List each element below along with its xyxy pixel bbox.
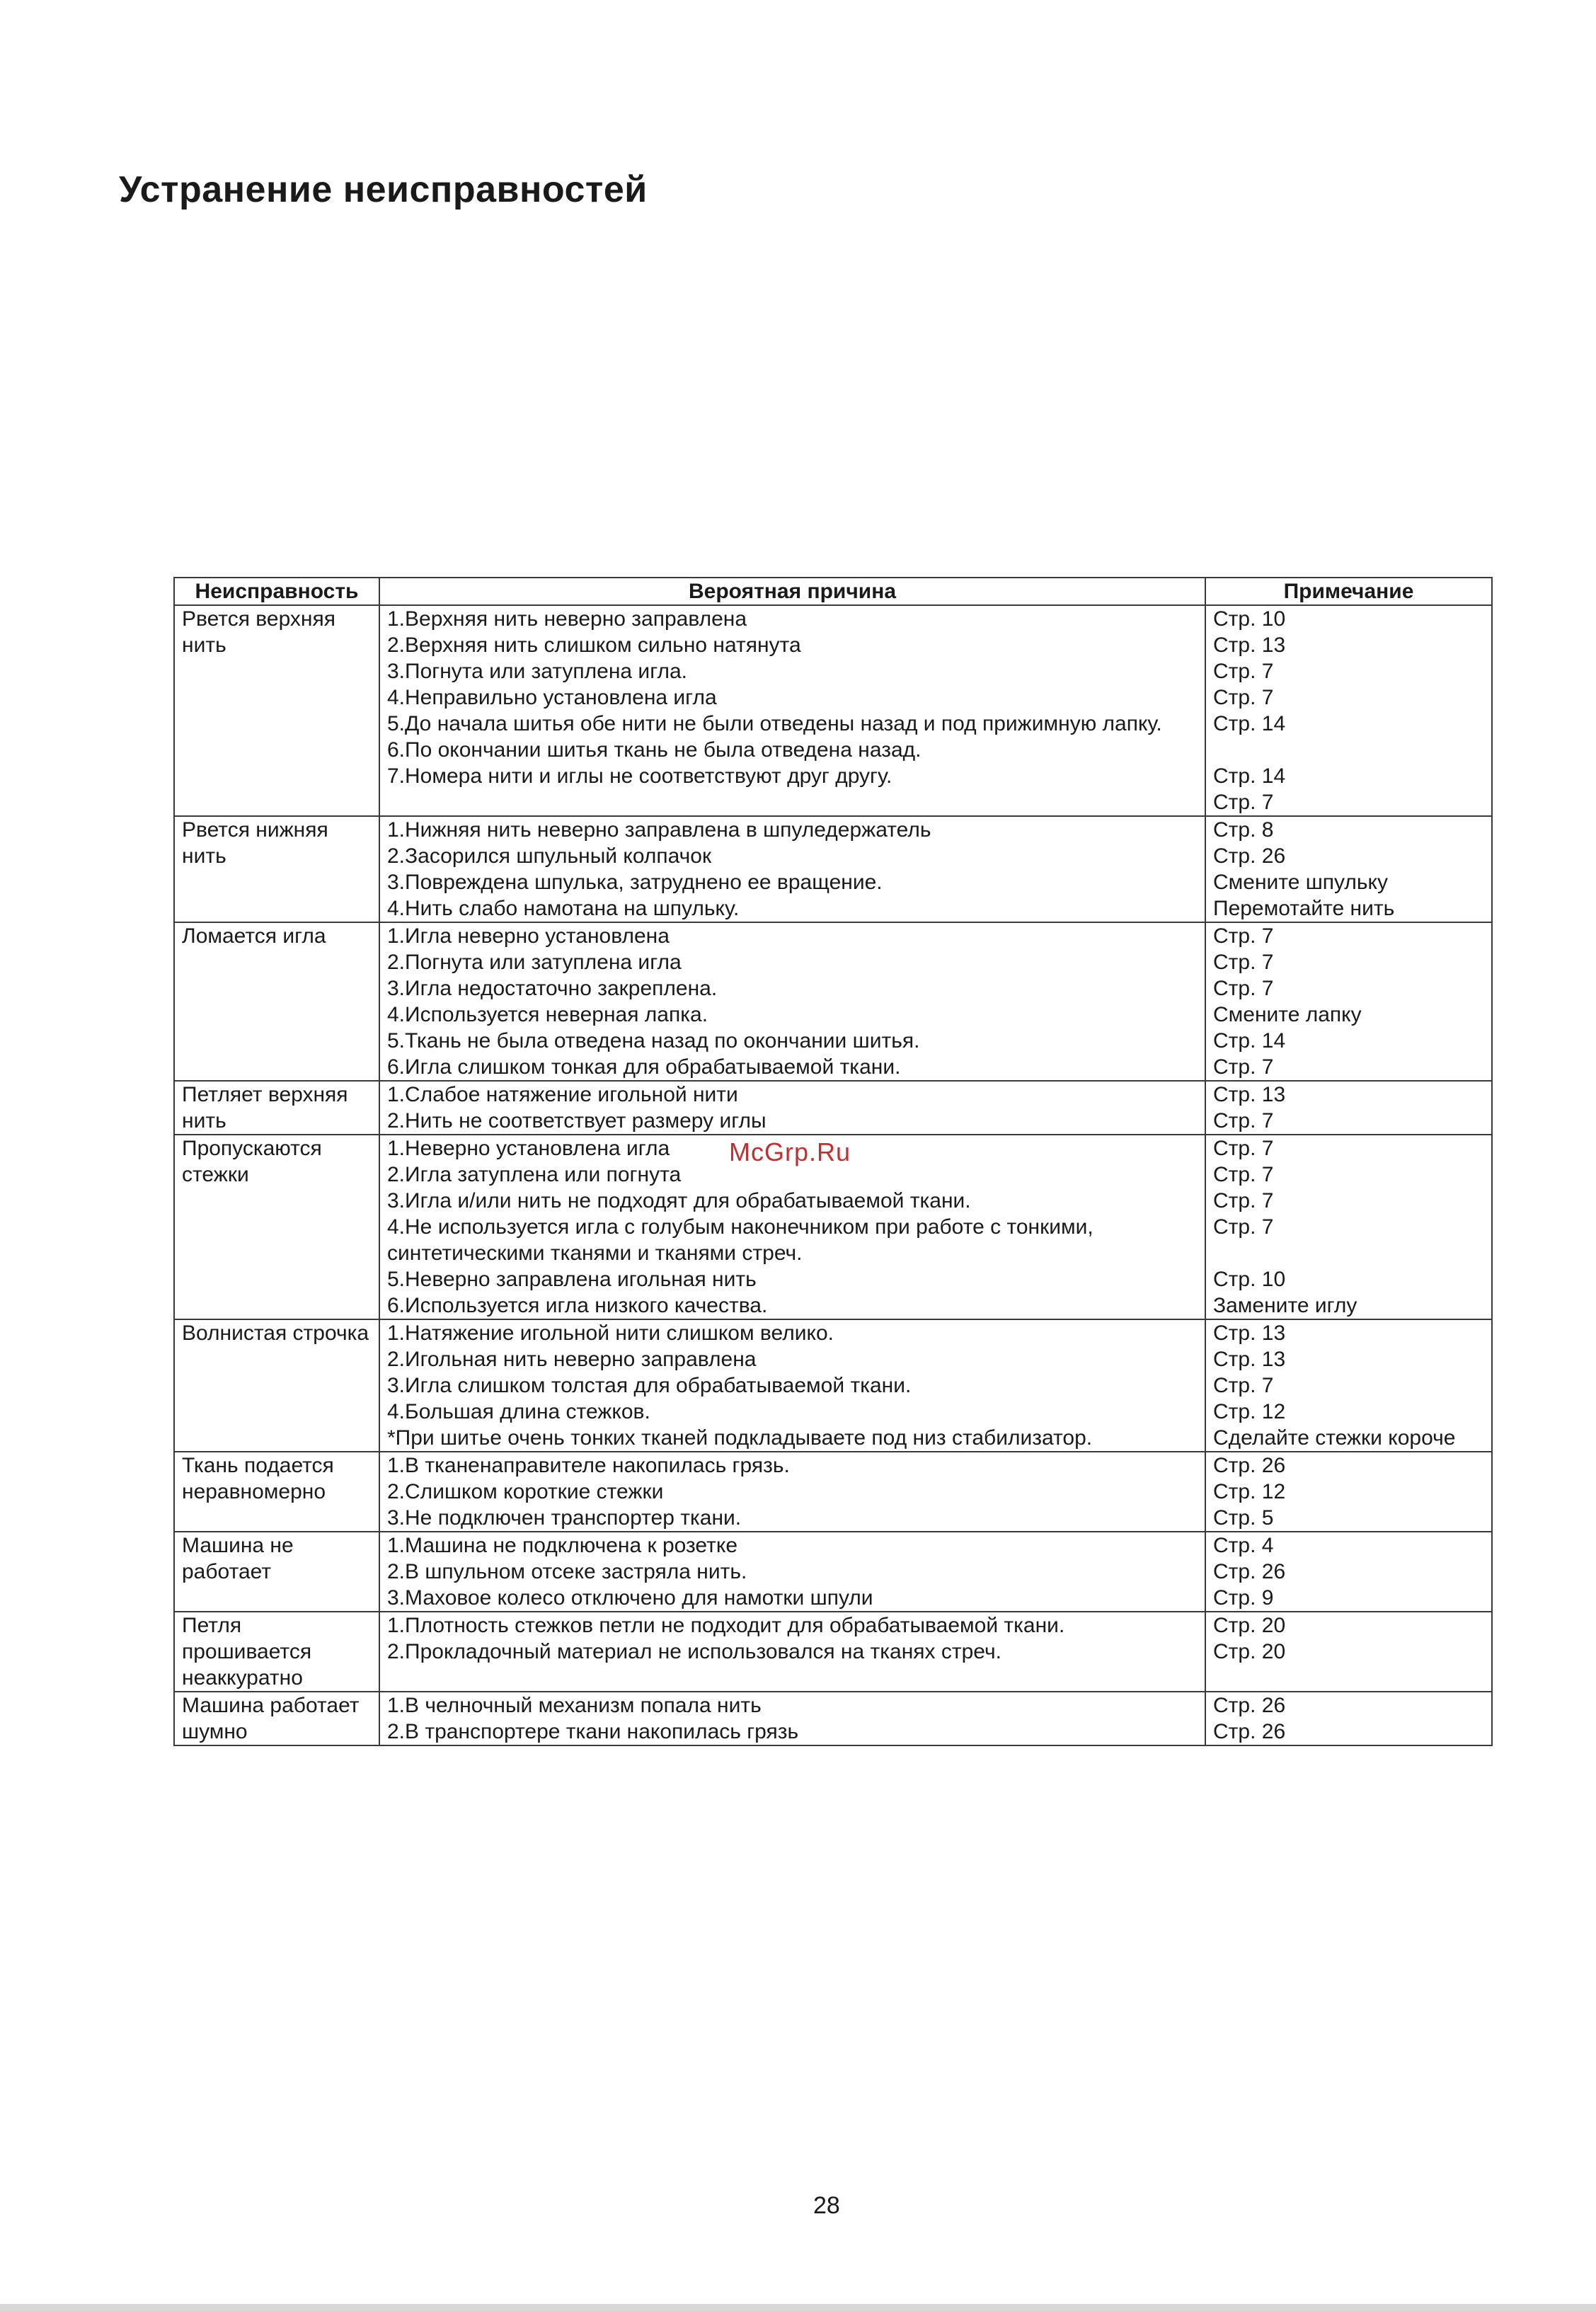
- note-line: Стр. 14: [1213, 764, 1286, 788]
- cause-line: 2.Прокладочный материал не использовался на тканях стреч.: [387, 1640, 1001, 1663]
- table-row: [174, 1319, 1492, 1452]
- cause-line: 2.Засорился шпульный колпачок: [387, 844, 712, 868]
- fault-cell: Волнистая строчка: [174, 1319, 379, 1452]
- cause-cell: [379, 1081, 1205, 1135]
- fault-cell: Машина работает шумно: [174, 1692, 379, 1745]
- cause-line: 1.Игла неверно установлена: [387, 924, 670, 948]
- cause-line: 3.Повреждена шпулька, затруднено ее вращение.: [387, 871, 883, 894]
- note-line: Стр. 4: [1213, 1534, 1274, 1557]
- cause-line: 2.Погнута или затуплена игла: [387, 951, 682, 974]
- note-line: [1213, 1240, 1484, 1266]
- note-line: Стр. 10: [1213, 607, 1286, 631]
- note-line: Стр. 7: [1213, 924, 1274, 948]
- header-cause: Вероятная причина: [379, 578, 1205, 605]
- fault-cell: Петляет верхняя нить: [174, 1081, 379, 1135]
- cause-line: 5.Неверно заправлена игольная нить: [387, 1268, 757, 1291]
- table-row: [174, 816, 1492, 922]
- note-line: Стр. 26: [1213, 1694, 1286, 1717]
- note-line: Стр. 14: [1213, 712, 1286, 735]
- cause-cell: [379, 816, 1205, 922]
- note-cell: [1205, 1692, 1492, 1745]
- cause-line: 2.В транспортере ткани накопилась грязь: [387, 1720, 799, 1743]
- scan-bottom-edge: [0, 2304, 1596, 2311]
- note-line: Стр. 7: [1213, 1055, 1274, 1079]
- note-cell: [1205, 1081, 1492, 1135]
- note-line: Стр. 10: [1213, 1268, 1286, 1291]
- cause-cell: [379, 922, 1205, 1081]
- cause-line: 7.Номера нити и иглы не соответствуют друг другу.: [387, 764, 892, 788]
- cause-line: 1.Неверно установлена игла: [387, 1137, 670, 1160]
- cause-line: 5.Ткань не была отведена назад по окончании шитья.: [387, 1029, 920, 1053]
- note-line: Замените иглу: [1213, 1294, 1357, 1317]
- note-line: Стр. 13: [1213, 1321, 1286, 1345]
- cause-line: 6.Используется игла низкого качества.: [387, 1294, 768, 1317]
- cause-line: 3.Погнута или затуплена игла.: [387, 660, 687, 683]
- cause-line: 1.Плотность стежков петли не подходит для обрабатываемой ткани.: [387, 1614, 1065, 1637]
- fault-cell: Пропускаются стежки: [174, 1135, 379, 1319]
- table-row: [174, 1532, 1492, 1612]
- note-line: Стр. 26: [1213, 1720, 1286, 1743]
- note-cell: [1205, 1532, 1492, 1612]
- cause-line: 3.Игла и/или нить не подходят для обрабатываемой ткани.: [387, 1189, 971, 1212]
- note-line: Стр. 26: [1213, 844, 1286, 868]
- note-line: Стр. 5: [1213, 1506, 1274, 1530]
- table-body: [174, 605, 1492, 1745]
- table-header-row: [174, 578, 1492, 605]
- note-line: Стр. 20: [1213, 1614, 1286, 1637]
- note-line: Стр. 9: [1213, 1586, 1274, 1610]
- cause-line: 2.Верхняя нить слишком сильно натянута: [387, 633, 801, 657]
- note-line: Сделайте стежки короче: [1213, 1426, 1456, 1450]
- header-note: Примечание: [1205, 578, 1492, 605]
- note-line: Стр. 7: [1213, 1215, 1274, 1239]
- note-cell: [1205, 605, 1492, 816]
- note-cell: [1205, 1452, 1492, 1532]
- note-line: Стр. 7: [1213, 1189, 1274, 1212]
- fault-cell: Ткань подается неравномерно: [174, 1452, 379, 1532]
- fault-cell: Петля прошивается неаккуратно: [174, 1612, 379, 1692]
- note-line: Стр. 7: [1213, 951, 1274, 974]
- cause-line: 4.Нить слабо намотана на шпульку.: [387, 897, 740, 920]
- note-cell: [1205, 1612, 1492, 1692]
- table-row: [174, 1612, 1492, 1692]
- cause-line: 1.В тканенаправителе накопилась грязь.: [387, 1454, 790, 1477]
- note-line: Стр. 7: [1213, 791, 1274, 814]
- cause-cell: [379, 1319, 1205, 1452]
- table-row: [174, 1452, 1492, 1532]
- note-cell: [1205, 922, 1492, 1081]
- cause-line: 2.Игольная нить неверно заправлена: [387, 1348, 757, 1371]
- note-line: Стр. 13: [1213, 1083, 1286, 1106]
- note-line: Стр. 7: [1213, 686, 1274, 709]
- note-line: Стр. 8: [1213, 818, 1274, 842]
- note-line: Перемотайте нить: [1213, 897, 1395, 920]
- cause-cell: [379, 1692, 1205, 1745]
- note-line: Стр. 14: [1213, 1029, 1286, 1053]
- cause-line: 4.Неправильно установлена игла: [387, 686, 717, 709]
- cause-line: 1.Верхняя нить неверно заправлена: [387, 607, 747, 631]
- cause-cell: [379, 605, 1205, 816]
- cause-line: *При шитье очень тонких тканей подкладываете под низ стабилизатор.: [387, 1426, 1093, 1450]
- cause-line: 4.Не используется игла с голубым наконечником при работе с тонкими, синтетическими тканями и тканями стреч.: [387, 1215, 1093, 1265]
- fault-cell: Ломается игла: [174, 922, 379, 1081]
- cause-line: 2.Слишком короткие стежки: [387, 1480, 664, 1503]
- cause-line: 1.Слабое натяжение игольной нити: [387, 1083, 738, 1106]
- cause-line: 2.В шпульном отсеке застряла нить.: [387, 1560, 747, 1583]
- cause-cell: [379, 1532, 1205, 1612]
- fault-cell: Машина не работает: [174, 1532, 379, 1612]
- watermark: McGrp.Ru: [729, 1137, 851, 1166]
- fault-cell: Рвется верхняя нить: [174, 605, 379, 816]
- note-line: Смените лапку: [1213, 1003, 1362, 1026]
- note-line: Стр. 7: [1213, 977, 1274, 1000]
- note-line: Стр. 12: [1213, 1480, 1286, 1503]
- table-row: [174, 922, 1492, 1081]
- table-row: [174, 1081, 1492, 1135]
- note-line: Стр. 20: [1213, 1640, 1286, 1663]
- cause-line: 2.Нить не соответствует размеру иглы: [387, 1109, 767, 1132]
- cause-line: 3.Маховое колесо отключено для намотки шпули: [387, 1586, 873, 1610]
- note-line: Стр. 26: [1213, 1454, 1286, 1477]
- note-line: Стр. 7: [1213, 1163, 1274, 1186]
- cause-line: 3.Игла недостаточно закреплена.: [387, 977, 718, 1000]
- note-line: [1213, 737, 1484, 763]
- note-line: Стр. 26: [1213, 1560, 1286, 1583]
- cause-line: 5.До начала шитья обе нити не были отведены назад и под прижимную лапку.: [387, 712, 1162, 735]
- fault-cell: Рвется нижняя нить: [174, 816, 379, 922]
- page-title: Устранение неисправностей: [119, 169, 648, 210]
- cause-cell: [379, 1452, 1205, 1532]
- note-line: Стр. 7: [1213, 1109, 1274, 1132]
- note-cell: [1205, 1135, 1492, 1319]
- cause-line: 4.Используется неверная лапка.: [387, 1003, 708, 1026]
- cause-line: 1.В челночный механизм попала нить: [387, 1694, 762, 1717]
- cause-line: 1.Нижняя нить неверно заправлена в шпуледержатель: [387, 818, 931, 842]
- note-line: Стр. 7: [1213, 1137, 1274, 1160]
- note-line: Стр. 13: [1213, 633, 1286, 657]
- header-fault: Неисправность: [174, 578, 379, 605]
- cause-line: 4.Большая длина стежков.: [387, 1400, 650, 1423]
- note-cell: [1205, 816, 1492, 922]
- cause-line: 3.Не подключен транспортер ткани.: [387, 1506, 742, 1530]
- cause-line: 6.По окончании шитья ткань не была отведена назад.: [387, 738, 922, 762]
- note-line: Стр. 7: [1213, 660, 1274, 683]
- note-line: Смените шпульку: [1213, 871, 1388, 894]
- cause-line: 6.Игла слишком тонкая для обрабатываемой ткани.: [387, 1055, 901, 1079]
- cause-line: 3.Игла слишком толстая для обрабатываемой ткани.: [387, 1374, 912, 1397]
- note-line: Стр. 13: [1213, 1348, 1286, 1371]
- cause-cell: [379, 1612, 1205, 1692]
- table-row: [174, 1692, 1492, 1745]
- cause-line: 1.Машина не подключена к розетке: [387, 1534, 737, 1557]
- note-line: Стр. 7: [1213, 1374, 1274, 1397]
- note-line: Стр. 12: [1213, 1400, 1286, 1423]
- table-row: [174, 605, 1492, 816]
- cause-line: 2.Игла затуплена или погнута: [387, 1163, 682, 1186]
- page-number: 28: [813, 2192, 840, 2219]
- cause-line: 1.Натяжение игольной нити слишком велико.: [387, 1321, 834, 1345]
- note-cell: [1205, 1319, 1492, 1452]
